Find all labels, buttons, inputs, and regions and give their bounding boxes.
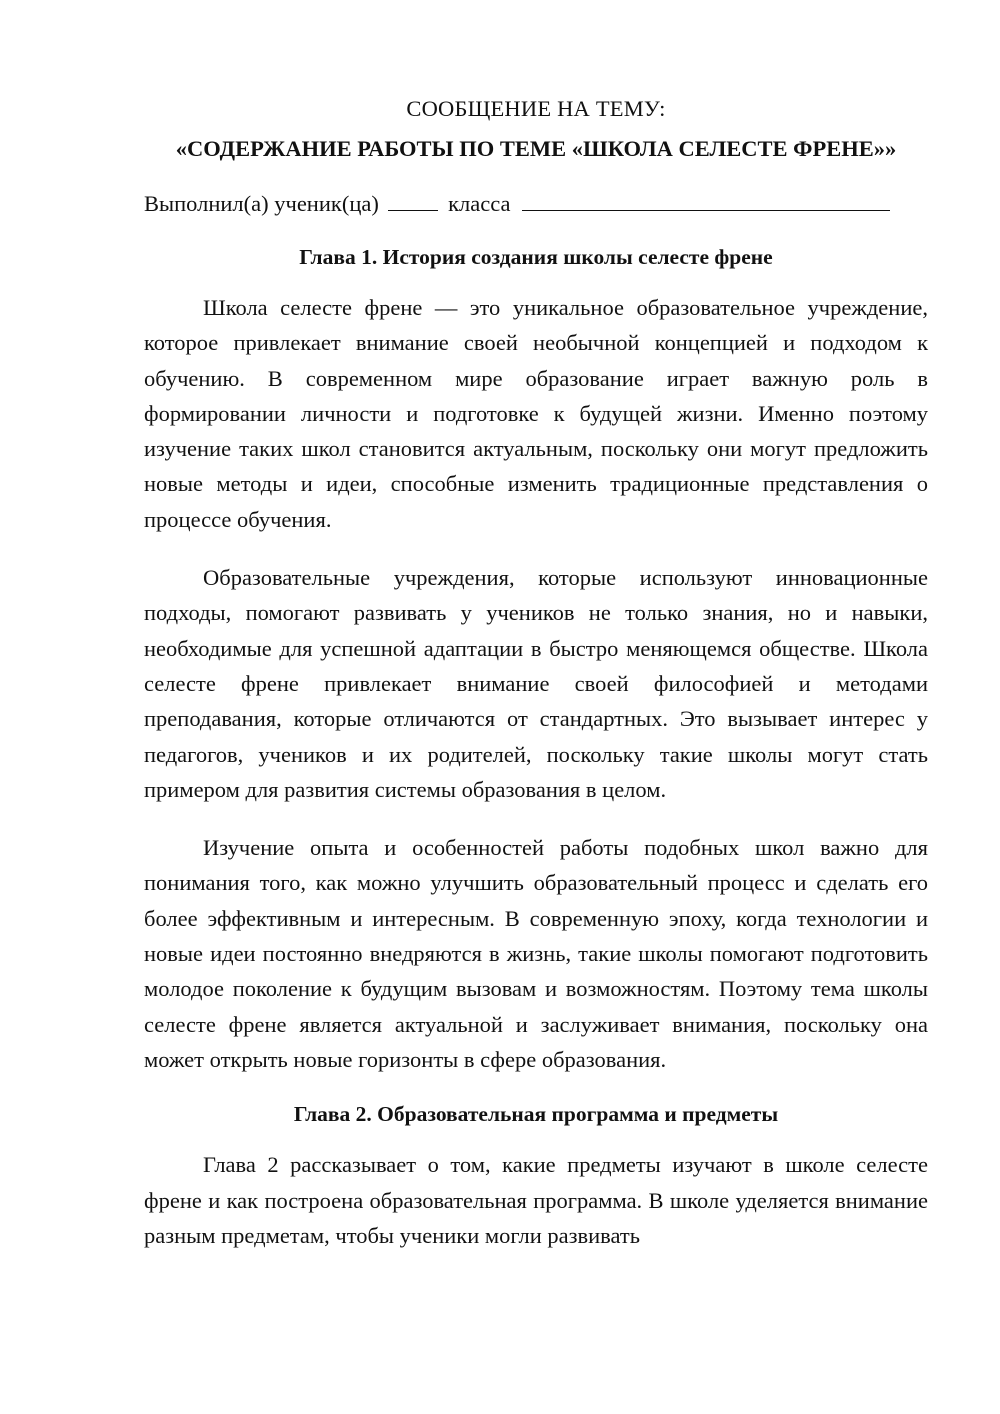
- name-blank-line: [522, 188, 890, 211]
- chapter-2-paragraph: Глава 2 рассказывает о том, какие предметы изучают в школе селесте френе и как построена образовательная программа. В школе уделяется внимание разным предметам, чтобы ученики могли развивать: [144, 1152, 928, 1248]
- document-title: СООБЩЕНИЕ НА ТЕМУ:: [406, 96, 666, 121]
- document-subtitle: «СОДЕРЖАНИЕ РАБОТЫ ПО ТЕМЕ «ШКОЛА СЕЛЕСТЕ ФРЕНЕ»»: [175, 136, 897, 161]
- author-line: [144, 187, 928, 221]
- author-label: Выполнил(а) ученик(ца): [144, 191, 379, 216]
- chapter-2-heading: Глава 2. Образовательная программа и предметы: [293, 1102, 779, 1127]
- chapter-1-paragraph: Изучение опыта и особенностей работы подобных школ важно для понимания того, как можно улучшить образовательный процесс и сделать его более эффективным и интересным. В современную эпоху, когда технологии и новые идеи постоянно внедряются в жизнь, такие школы помогают подготовить молодое поколение к будущим вызовам и возможностям. Поэтому тема школы селесте френе является актуальной и заслуживает внимания, поскольку она может открыть новые горизонты в сфере образования.: [144, 835, 928, 1072]
- class-label: класса: [448, 191, 511, 216]
- chapter-1-heading: Глава 1. История создания школы селесте френе: [299, 245, 773, 269]
- chapter-1-paragraph: Образовательные учреждения, которые используют инновационные подходы, помогают развивать у учеников не только знания, но и навыки, необходимые для успешной адаптации в быстро меняющемся обществе. Школа селесте френе привлекает внимание своей философией и методами преподавания, которые отличаются от стандартных. Это вызывает интерес у педагогов, учеников и их родителей, поскольку такие школы могут стать примером для развития системы образования в целом.: [144, 565, 928, 802]
- chapter-1-paragraph: Школа селесте френе — это уникальное образовательное учреждение, которое привлекает внимание своей необычной концепцией и подходом к обучению. В современном мире образование играет важную роль в формировании личности и подготовке к будущей жизни. Именно поэтому изучение таких школ становится актуальным, поскольку они могут предложить новые методы и идеи, способные изменить традиционные представления о процессе обучения.: [144, 295, 928, 532]
- grade-blank-line: [388, 188, 438, 211]
- document-page: [144, 92, 928, 1253]
